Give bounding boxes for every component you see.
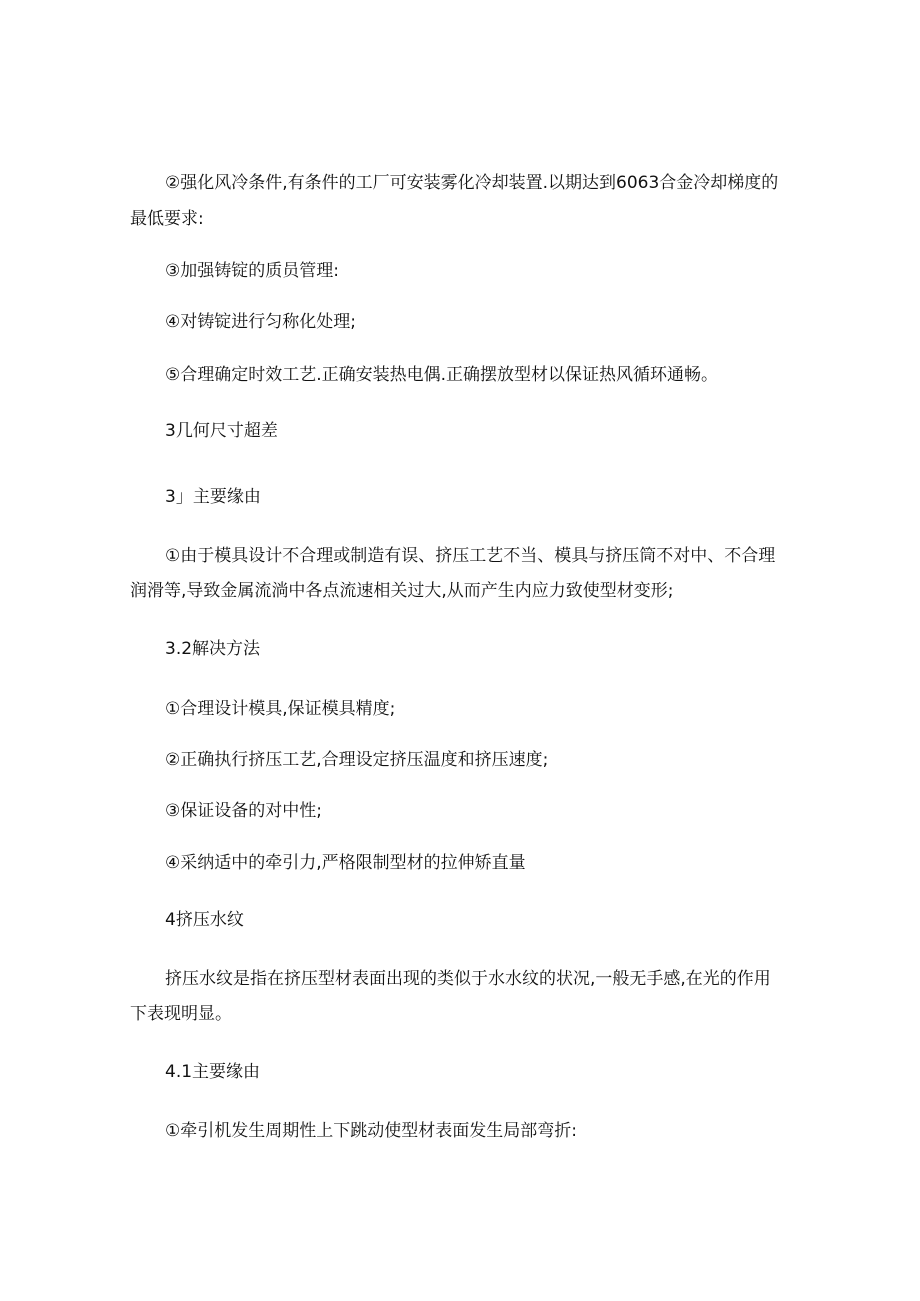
paragraph-line: 下表现明显。 bbox=[130, 1004, 232, 1024]
paragraph-line: ②强化风冷条件,有条件的工厂可安装雾化冷却装置.以期达到6063合金冷却梯度的 bbox=[165, 173, 779, 193]
paragraph-line: ③保证设备的对中性; bbox=[165, 801, 322, 821]
paragraph-line: ①由于模具设计不合理或制造有误、挤压工艺不当、模具与挤压筒不对中、不合理 bbox=[165, 546, 776, 566]
paragraph-line: ②正确执行挤压工艺,合理设定挤压温度和挤压速度; bbox=[165, 750, 549, 770]
subsection-heading: 4.1主要缘由 bbox=[165, 1062, 261, 1082]
paragraph-line: ③加强铸锭的质员管理: bbox=[165, 261, 339, 281]
subsection-heading: 3.2解决方法 bbox=[165, 639, 261, 659]
section-heading: 3几何尺寸超差 bbox=[165, 421, 278, 441]
paragraph-line: 挤压水纹是指在挤压型材表面出现的类似于水水纹的状况,一般无手感,在光的作用 bbox=[165, 969, 771, 989]
paragraph-line: ④采纳适中的牵引力,严格限制型材的拉伸矫直量 bbox=[165, 853, 526, 873]
paragraph-line: ①牵引机发生周期性上下跳动使型材表面发生局部弯折: bbox=[165, 1121, 577, 1141]
paragraph-line: 润滑等,导致金属流淌中各点流速相关过大,从而产生内应力致使型材变形; bbox=[130, 581, 674, 601]
paragraph-line: ⑤合理确定时效工艺.正确安装热电偶.正确摆放型材以保证热风循环通畅。 bbox=[165, 365, 719, 385]
paragraph-line: 最低要求: bbox=[130, 209, 204, 229]
paragraph-line: ①合理设计模具,保证模具精度; bbox=[165, 699, 396, 719]
subsection-heading: 3」主要缘由 bbox=[165, 487, 261, 507]
paragraph-line: ④对铸锭进行匀称化处理; bbox=[165, 312, 356, 332]
section-heading: 4挤压水纹 bbox=[165, 910, 244, 930]
